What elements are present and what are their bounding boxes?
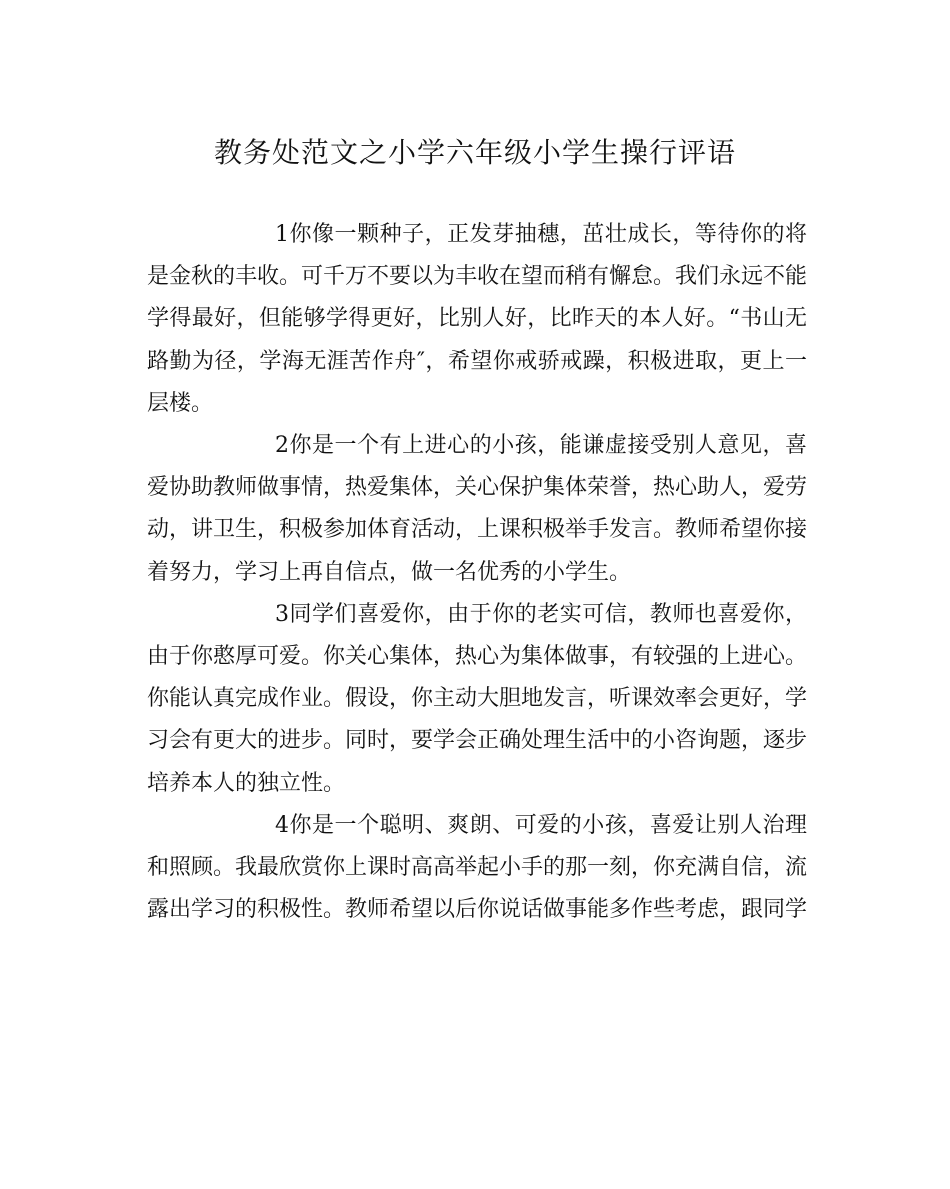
document-title: 教务处范文之小学六年级小学生操行评语 <box>213 136 736 169</box>
comment-paragraph-2: 2你是一个有上进心的小孩，能谦虚接受别人意见，喜爱协助教师做事情，热爱集体，关心保护集体荣誉，热心助人，爱劳动，讲卫生，积极参加体育活动，上课积极举手发言。教师希望你接着努力，学习上再自信点，做一名优秀的小学生。 <box>147 433 808 585</box>
comment-paragraph-1: 1你像一颗种子，正发芽抽穗，茁壮成长，等待你的将是金秋的丰收。可千万不要以为丰收在望而稍有懈怠。我们永远不能学得最好，但能够学得更好，比别人好，比昨天的本人好。“书山无路勤为径，学海无涯苦作舟″，希望你戒骄戒躁，积极进取，更上一层楼。 <box>147 222 808 416</box>
comment-paragraph-4: 4你是一个聪明、爽朗、可爱的小孩，喜爱让别人治理和照顾。我最欣赏你上课时高高举起小手的那一刻，你充满自信，流露出学习的积极性。教师希望以后你说话做事能多作些考虑，跟同学 <box>147 812 808 923</box>
comment-paragraph-3: 3同学们喜爱你，由于你的老实可信，教师也喜爱你，由于你憨厚可爱。你关心集体，热心为集体做事，有较强的上进心。你能认真完成作业。假设，你主动大胆地发言，听课效率会更好，学习会有更大的进步。同时，要学会正确处理生活中的小咨询题，逐步培养本人的独立性。 <box>147 601 808 796</box>
document-body <box>147 214 807 931</box>
